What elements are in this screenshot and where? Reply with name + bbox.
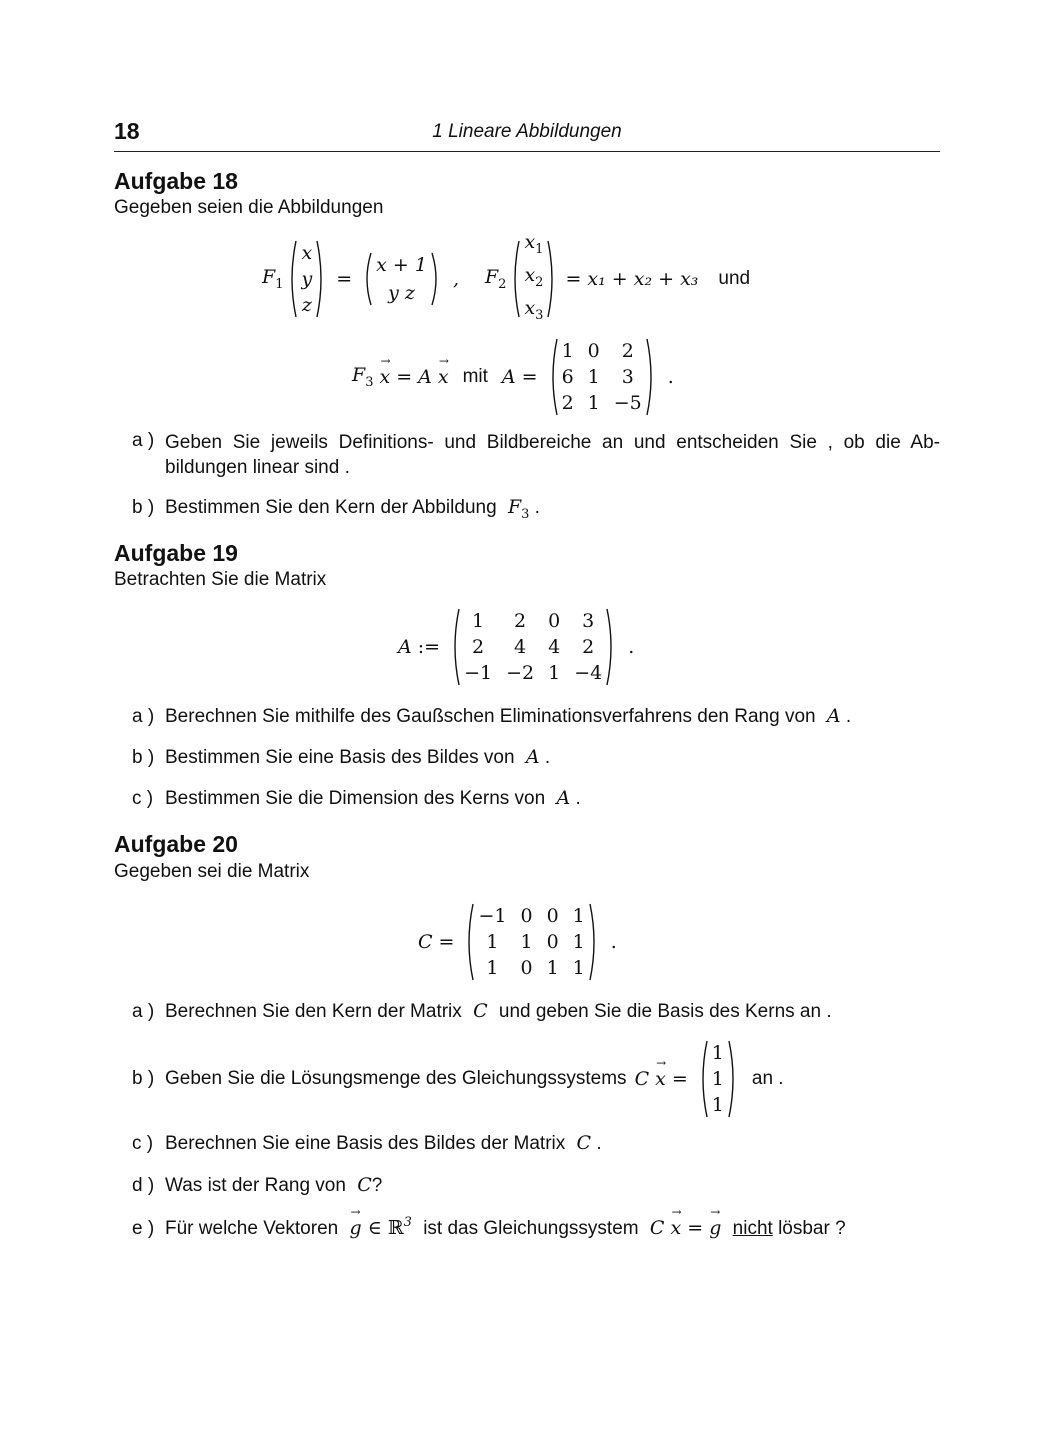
item-text: Berechnen Sie eine Basis des Bildes der Matrix <box>165 1133 566 1154</box>
item-label: b ) <box>132 497 155 518</box>
F1-argument-entries <box>297 240 316 318</box>
page-number: 18 <box>114 118 140 144</box>
matrix-entry: 1 <box>587 365 600 388</box>
equals-sign: = <box>336 268 353 290</box>
task-18-item-b: b ) Bestimmen Sie den Kern der Abbildung $F_3$ . <box>132 496 540 522</box>
entry: z <box>301 294 312 317</box>
left-paren <box>450 608 460 686</box>
matrix-A-18-entries <box>558 338 646 416</box>
matrix-entry: 3 <box>582 609 595 632</box>
left-paren <box>510 230 520 328</box>
item-label: e ) <box>132 1218 155 1239</box>
entry: y z <box>388 281 415 304</box>
F1-result-entries <box>372 252 431 306</box>
matrix-entry: 6 <box>561 365 574 388</box>
task-20-item-e <box>132 1215 846 1240</box>
A-symbol: A <box>398 636 412 658</box>
F2-argument-vector <box>510 230 557 328</box>
task-19-heading: Aufgabe 19 <box>114 540 238 566</box>
item-label: d ) <box>132 1175 155 1196</box>
task-19-item-b: b ) Bestimmen Sie eine Basis des Bildes von A . <box>132 746 551 768</box>
ones-vector-entries <box>708 1040 728 1118</box>
matrix-entry: 0 <box>546 930 559 953</box>
left-paren <box>464 903 474 981</box>
item-text: und geben Sie die Basis des Kerns an . <box>498 1001 832 1022</box>
right-paren <box>728 1040 738 1118</box>
item-text: Geben Sie jeweils Definitions- und Bildbereiche an und entscheiden Sie , ob die Abbildungen linear sind . <box>165 432 940 478</box>
matrix-entry: −4 <box>574 662 603 685</box>
matrix-entry: 0 <box>548 609 561 632</box>
task-20-item-c: c ) Berechnen Sie eine Basis des Bildes der Matrix C . <box>132 1132 602 1154</box>
matrix-entry: 1 <box>486 957 499 980</box>
item-label: c ) <box>132 1133 154 1154</box>
right-paren <box>431 252 441 306</box>
matrix-entry: −5 <box>613 392 642 415</box>
F2-result: = x₁ + x₂ + x₃ <box>565 268 699 290</box>
A-symbol: A <box>556 787 571 809</box>
right-paren <box>547 230 557 328</box>
right-paren <box>316 240 326 318</box>
A-symbol: A <box>525 746 540 768</box>
page-header <box>114 118 940 152</box>
matrix-entry: 1 <box>548 662 561 685</box>
equals-sign: = <box>671 1068 688 1090</box>
matrix-entry: 1 <box>520 930 533 953</box>
period: . <box>610 931 617 953</box>
entry: $x_2$ <box>524 264 544 290</box>
comma: , <box>452 268 459 290</box>
matrix-entry: 1 <box>572 930 585 953</box>
g-in-R3: → g ∈ ℝ$^3$ <box>349 1217 411 1239</box>
right-paren <box>646 338 656 416</box>
item-text: Bestimmen Sie eine Basis des Bildes von <box>165 747 515 768</box>
F3-symbol: $F_3$ <box>352 364 374 390</box>
A-symbol: A <box>501 366 516 388</box>
C-symbol: C <box>357 1174 372 1196</box>
right-paren <box>606 608 616 686</box>
matrix-entry: 4 <box>514 635 527 658</box>
entry: x <box>301 241 313 264</box>
left-paren <box>548 338 558 416</box>
left-paren <box>698 1040 708 1118</box>
item-text: an . <box>751 1068 784 1089</box>
matrix-entry: 2 <box>514 609 527 632</box>
item-text: lösbar ? <box>778 1218 846 1239</box>
vector-entry: 1 <box>711 1094 724 1117</box>
und-word: und <box>718 268 751 289</box>
period: . <box>667 366 674 388</box>
task-20-intro: Gegeben sei die Matrix <box>114 861 310 882</box>
item-text: Für welche Vektoren <box>165 1218 339 1239</box>
matrix-entry: 0 <box>546 904 559 927</box>
matrix-entry: 2 <box>561 392 574 415</box>
C-symbol: C <box>418 931 433 953</box>
item-label: a ) <box>132 430 155 451</box>
equals-sign: = <box>438 931 455 953</box>
matrix-entry: 1 <box>486 930 499 953</box>
vector-entry: 1 <box>711 1041 724 1064</box>
item-text: Was ist der Rang von <box>165 1175 346 1196</box>
mit-word: mit <box>462 366 488 387</box>
matrix-entry: 1 <box>561 339 574 362</box>
matrix-A-19 <box>450 608 616 686</box>
entry: $x_3$ <box>524 297 544 323</box>
matrix-entry: −1 <box>478 904 507 927</box>
matrix-entry: 1 <box>546 957 559 980</box>
C-x-vector: C → x <box>635 1068 666 1090</box>
matrix-entry: 1 <box>587 392 600 415</box>
item-text: Berechnen Sie mithilfe des Gaußschen Eliminationsverfahrens den Rang von <box>165 706 816 727</box>
item-label: b ) <box>132 747 155 768</box>
F1-symbol: $F_1$ <box>262 266 284 292</box>
right-paren <box>589 903 599 981</box>
Cx-equals-g: C → x = → g <box>650 1217 721 1239</box>
item-text: Bestimmen Sie den Kern der Abbildung <box>165 497 497 518</box>
A-times-x: A → x <box>418 366 448 388</box>
F2-argument-entries <box>520 230 547 328</box>
matrix-entry: 1 <box>572 957 585 980</box>
left-paren <box>287 240 297 318</box>
F2-symbol: $F_2$ <box>484 266 507 292</box>
matrix-entry: −1 <box>464 662 493 685</box>
matrix-entry: 0 <box>520 957 533 980</box>
matrix-entry: 2 <box>621 339 634 362</box>
task-19-item-a: a ) Berechnen Sie mithilfe des Gaußschen Eliminationsverfahrens den Rang von A . <box>132 705 852 727</box>
task-19-matrix-definition <box>398 608 634 686</box>
task-18-equation-F1-F2 <box>262 231 764 323</box>
chapter-title: 1 Lineare Abbildungen <box>432 121 622 142</box>
vector-entry: 1 <box>711 1067 724 1090</box>
equals-sign: = <box>396 366 413 388</box>
item-label: c ) <box>132 788 154 809</box>
matrix-C <box>464 903 598 981</box>
item-label: a ) <box>132 1001 155 1022</box>
period: . <box>628 636 635 658</box>
task-19-item-c: c ) Bestimmen Sie die Dimension des Kerns von A . <box>132 787 581 809</box>
task-20-item-b <box>132 1040 784 1118</box>
F1-result-vector <box>362 252 441 306</box>
definition-sign: := <box>417 636 441 658</box>
task-19-intro: Betrachten Sie die Matrix <box>114 569 327 590</box>
matrix-entry: 0 <box>587 339 600 362</box>
F3-symbol: $F_3$ <box>507 496 530 522</box>
matrix-A-18 <box>548 338 656 416</box>
entry: y <box>301 267 313 290</box>
matrix-entry: 4 <box>548 635 561 658</box>
entry: x + 1 <box>376 254 427 277</box>
nicht-word: nicht <box>732 1218 773 1239</box>
task-18-heading: Aufgabe 18 <box>114 168 238 194</box>
task-20-item-d: d ) Was ist der Rang von C? <box>132 1174 383 1196</box>
ones-vector <box>698 1040 738 1118</box>
item-label: a ) <box>132 706 155 727</box>
x-vector: → x <box>379 366 390 388</box>
matrix-entry: 2 <box>582 635 595 658</box>
task-20-item-a <box>132 1000 832 1023</box>
left-paren <box>362 252 372 306</box>
entry: $x_1$ <box>524 231 544 257</box>
C-symbol: C <box>473 1000 488 1022</box>
matrix-entry: 3 <box>621 365 634 388</box>
matrix-entry: 0 <box>520 904 533 927</box>
task-20-heading: Aufgabe 20 <box>114 831 238 857</box>
item-text: Berechnen Sie den Kern der Matrix <box>165 1001 462 1022</box>
matrix-entry: −2 <box>506 662 535 685</box>
matrix-C-entries <box>474 903 588 981</box>
equals-sign: = <box>521 366 538 388</box>
matrix-entry: 2 <box>472 635 485 658</box>
F1-argument-vector <box>287 240 326 318</box>
matrix-entry: 1 <box>472 609 485 632</box>
task-20-matrix-definition <box>418 903 617 981</box>
task-18-equation-F3 <box>352 338 674 416</box>
C-symbol: C <box>576 1132 592 1154</box>
item-label: b ) <box>132 1068 155 1089</box>
matrix-A-19-entries <box>460 608 606 686</box>
task-18-intro: Gegeben seien die Abbildungen <box>114 197 384 218</box>
item-text: Bestimmen Sie die Dimension des Kerns von <box>165 788 546 809</box>
item-text: ist das Gleichungssystem <box>423 1218 639 1239</box>
A-symbol: A <box>826 705 841 727</box>
matrix-entry: 1 <box>572 904 585 927</box>
task-18-item-a <box>132 430 940 480</box>
item-text: Geben Sie die Lösungsmenge des Gleichungssystems <box>165 1068 627 1089</box>
